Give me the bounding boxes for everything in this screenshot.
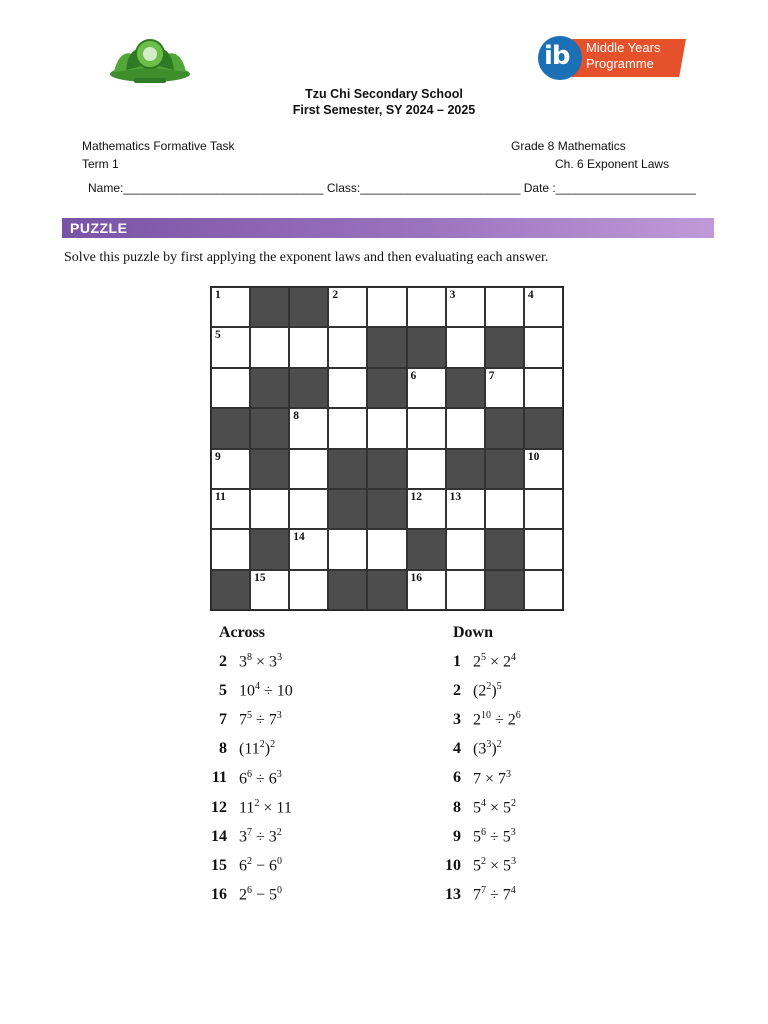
black-cell [211,570,250,610]
clue-item-expression: $3^8 \times 3^3$ [239,651,283,671]
clue-item-number: 5 [219,681,227,699]
clue-item [439,735,521,764]
clue-item [205,735,293,764]
answer-cell[interactable] [407,570,446,610]
clue-number: 6 [410,369,417,382]
clue-item-expression: $7^5 \div 7^3$ [239,710,282,729]
term: Term 1 [82,157,119,171]
answer-cell[interactable] [250,489,289,529]
down-clue-list [439,647,521,910]
ib-line1: Middle Years [586,40,661,55]
clue-item-number: 11 [211,769,227,787]
ib-mark: ib [544,41,570,71]
clue-item-expression: $7 \times 7^3$ [473,768,512,787]
black-cell [250,408,289,448]
black-cell [485,408,524,448]
black-cell [367,570,406,610]
clue-item-number: 3 [453,710,461,728]
answer-cell[interactable] [328,327,367,367]
clue-item-number: 13 [445,886,461,904]
clue-number: 16 [410,571,423,584]
answer-cell[interactable] [289,489,328,529]
clue-number: 14 [293,531,305,544]
clue-item [439,705,521,734]
black-cell [211,408,250,448]
clue-item-expression: $2^5 \times 2^4$ [473,651,517,671]
answer-cell[interactable] [407,489,446,529]
clue-item-expression: $6^6 \div 6^3$ [239,768,282,787]
section-banner [62,218,714,238]
clue-item-number: 9 [453,827,461,845]
black-cell [250,449,289,489]
black-cell [289,287,328,327]
ib-myp-logo-icon [538,36,688,80]
clue-number: 3 [449,289,456,301]
clue-item-expression: $(11^2)^2$ [239,739,276,758]
clue-item-expression: $(2^2)^5$ [473,681,502,700]
clue-number: 15 [254,571,266,584]
black-cell [407,327,446,367]
answer-cell[interactable] [367,287,406,327]
clue-item [205,822,293,851]
clue-item [205,881,293,910]
tzu-chi-logo-icon [104,34,196,86]
clue-item-expression: $7^7 \div 7^4$ [473,885,516,904]
clue-item-number: 4 [453,740,461,758]
clue-item-expression: $3^7 \div 3^2$ [239,827,282,846]
clue-item-expression: $10^4 \div 10$ [239,681,293,700]
answer-cell[interactable] [407,287,446,327]
clue-item-number: 14 [211,827,227,845]
answer-cell[interactable] [211,489,250,529]
clue-item [439,822,521,851]
answer-cell[interactable] [367,529,406,569]
clue-number: 11 [215,490,226,503]
answer-cell[interactable] [367,408,406,448]
clue-item-expression: $2^{10} \div 2^6$ [473,710,521,729]
clue-item-expression: $5^4 \times 5^2$ [473,797,517,817]
student-info-line: Name:______________________________ Class:________________________ Date :_____________________ [88,181,696,195]
chapter: Ch. 6 Exponent Laws [555,157,670,171]
answer-cell[interactable] [524,449,563,489]
clue-item-number: 1 [453,652,461,670]
clue-item [205,793,293,822]
clue-item-expression: $5^6 \div 5^3$ [473,827,516,846]
clue-item [439,676,521,705]
answer-cell[interactable] [289,327,328,367]
black-cell [485,570,524,610]
clue-item-number: 2 [453,681,461,699]
clue-number: 2 [332,289,339,301]
clue-item-number: 16 [211,886,227,904]
answer-cell[interactable] [446,408,485,448]
black-cell [485,449,524,489]
clue-number: 8 [293,410,299,423]
clue-item [439,793,521,822]
clue-item-number: 8 [219,740,227,758]
black-cell [328,489,367,529]
answer-cell[interactable] [250,327,289,367]
clue-item [205,851,293,880]
clue-number: 4 [527,289,534,301]
clue-item [439,647,521,676]
clue-number: 5 [215,329,221,342]
answer-cell[interactable] [485,368,524,408]
clue-item-number: 6 [453,769,461,787]
black-cell [328,570,367,610]
answer-cell[interactable] [485,489,524,529]
black-cell [367,327,406,367]
answer-cell[interactable] [211,327,250,367]
answer-cell[interactable] [524,368,563,408]
clue-number: 7 [488,369,495,382]
clue-item-number: 15 [211,856,227,874]
answer-cell[interactable] [524,489,563,529]
answer-cell[interactable] [211,287,250,327]
clue-item-expression: $6^2 - 6^0$ [239,856,283,875]
clue-item [439,881,521,910]
answer-cell[interactable] [524,327,563,367]
clue-item-number: 10 [445,856,461,874]
clue-number: 10 [527,450,540,463]
black-cell [524,408,563,448]
school-name: Tzu Chi Secondary School [305,87,463,101]
instructions: Solve this puzzle by first applying the exponent laws and then evaluating each answer. [64,250,549,265]
down-heading: Down [453,624,494,641]
clue-item-number: 2 [219,652,227,670]
answer-cell[interactable] [289,529,328,569]
clue-item [205,676,293,705]
answer-cell[interactable] [289,408,328,448]
across-heading: Across [219,624,265,641]
answer-cell[interactable] [211,449,250,489]
crossword-grid [210,286,564,611]
clue-item [205,764,293,793]
clue-number: 12 [410,490,423,503]
answer-cell[interactable] [485,287,524,327]
clue-item [439,851,521,880]
section-title: PUZZLE [70,220,128,236]
answer-cell[interactable] [407,408,446,448]
clue-item-expression: $11^2 \times 11$ [239,797,292,817]
answer-cell[interactable] [446,570,485,610]
answer-cell[interactable] [328,408,367,448]
clue-item-expression: $2^6 - 5^0$ [239,885,283,904]
answer-cell[interactable] [446,287,485,327]
answer-cell[interactable] [289,449,328,489]
answer-cell[interactable] [407,449,446,489]
clue-item-expression: $5^2 \times 5^3$ [473,856,517,875]
answer-cell[interactable] [328,368,367,408]
ib-line2: Programme [586,56,654,71]
answer-cell[interactable] [407,368,446,408]
black-cell [250,287,289,327]
answer-cell[interactable] [524,287,563,327]
clue-item [439,764,521,793]
black-cell [485,327,524,367]
task-title: Mathematics Formative Task [82,139,235,153]
answer-cell[interactable] [446,489,485,529]
black-cell [446,449,485,489]
black-cell [328,449,367,489]
answer-cell[interactable] [524,570,563,610]
black-cell [289,368,328,408]
clue-item [205,705,293,734]
clue-item-number: 7 [219,710,227,728]
black-cell [367,449,406,489]
black-cell [250,368,289,408]
answer-cell[interactable] [211,529,250,569]
black-cell [407,529,446,569]
grade: Grade 8 Mathematics [511,139,626,153]
clue-number: 13 [449,490,462,503]
clue-item [205,647,293,676]
answer-cell[interactable] [446,327,485,367]
clue-number: 9 [215,450,221,463]
clue-item-number: 12 [211,798,227,816]
black-cell [250,529,289,569]
across-clue-list [205,647,293,910]
clue-number: 1 [215,289,221,301]
answer-cell[interactable] [211,368,250,408]
ib-text [586,40,660,72]
answer-cell[interactable] [446,529,485,569]
answer-cell[interactable] [328,529,367,569]
black-cell [367,489,406,529]
answer-cell[interactable] [328,287,367,327]
clue-item-expression: $(3^3)^2$ [473,739,502,758]
black-cell [446,368,485,408]
clue-item-number: 8 [453,798,461,816]
black-cell [485,529,524,569]
answer-cell[interactable] [250,570,289,610]
black-cell [367,368,406,408]
answer-cell[interactable] [524,529,563,569]
semester: First Semester, SY 2024 – 2025 [292,103,476,117]
answer-cell[interactable] [289,570,328,610]
